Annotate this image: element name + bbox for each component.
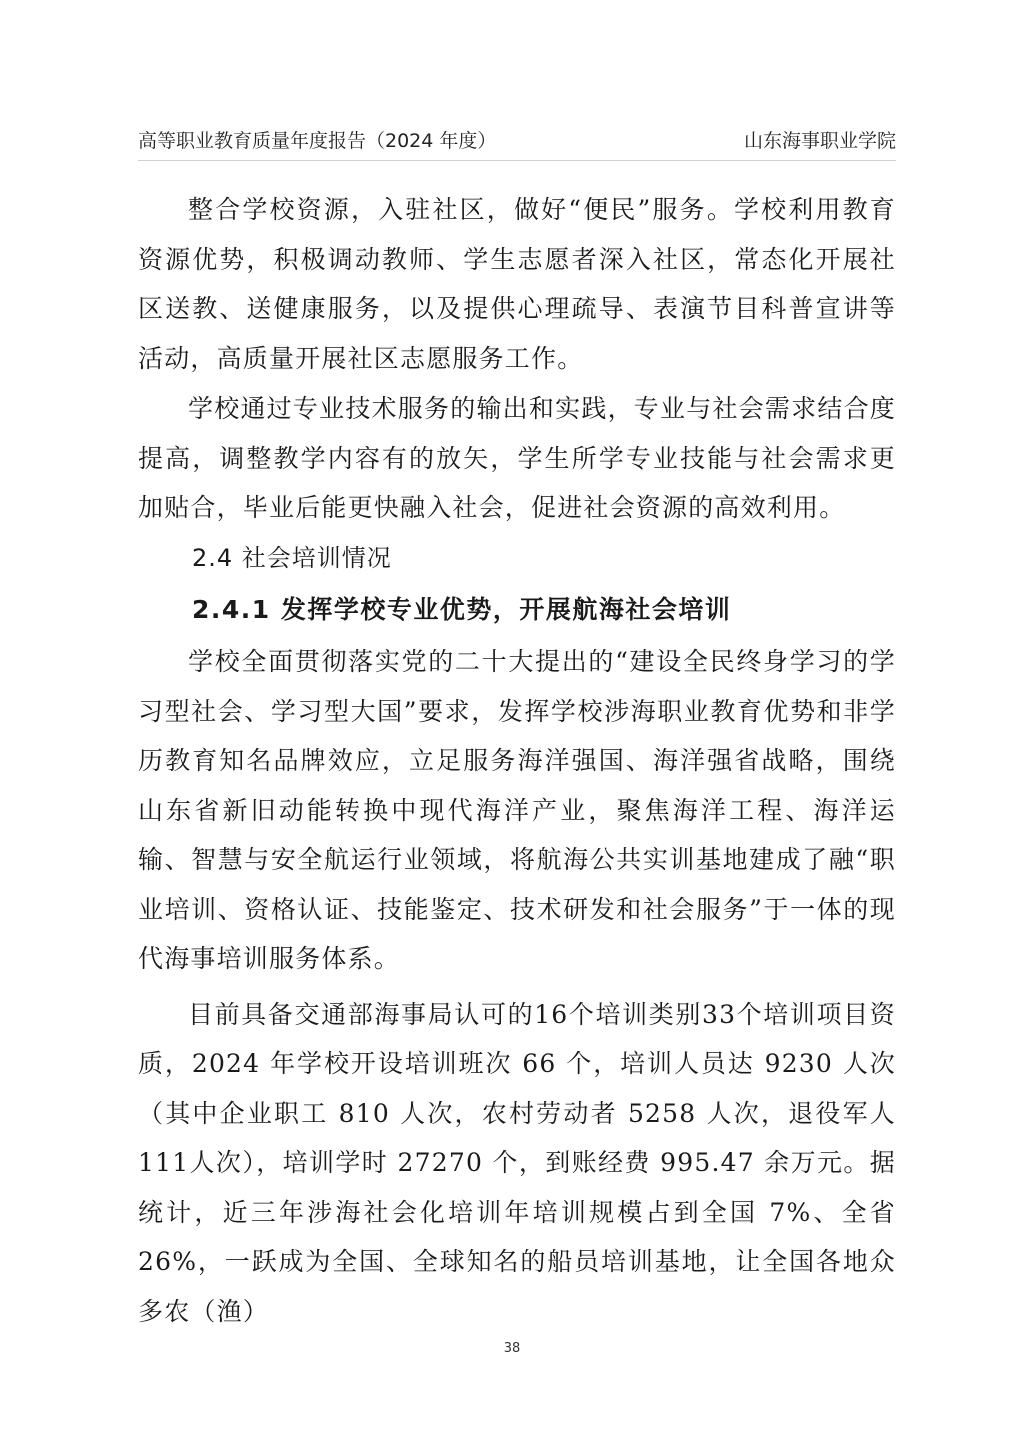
paragraph-technical-service: 学校通过专业技术服务的输出和实践，专业与社会需求结合度提高，调整教学内容有的放矢，学生所学专业技能与社会需求更加贴合，毕业后能更快融入社会，促进社会资源的高效利用。: [138, 394, 896, 522]
header-divider: [138, 160, 896, 161]
report-title: 高等职业教育质量年度报告（2024 年度）: [138, 130, 497, 152]
page-number: 38: [503, 1341, 521, 1356]
institution-name: 山东海事职业学院: [743, 130, 896, 152]
paragraph-maritime-training: 学校全面贯彻落实党的二十大提出的“建设全民终身学习的学习型社会、学习型大国”要求，发挥学校涉海职业教育优势和非学历教育知名品牌效应，立足服务海洋强国、海洋强省战略，围绕山东省新旧动能转换中现代海洋产业，聚焦海洋工程、海洋运输、智慧与安全航运行业领域，将航海公共实训基地建成了融“职业培训、资格认证、技能鉴定、技术研发和社会服务”于一体的现代海事培训服务体系。: [138, 647, 896, 973]
page-body: [138, 185, 896, 1336]
section-heading: 2.4 社会培训情况: [192, 543, 392, 572]
page-header: [138, 122, 896, 156]
paragraph-training-statistics: 目前具备交通部海事局认可的16个培训类别33个培训项目资质，2024 年学校开设培训班次 66 个，培训人员达 9230 人次（其中企业职工 810 人次，农村劳动者 5258 人次，退役军人 111人次），培训学时 27270 个，到账经费 995.47 余万元。据统计，近三年涉海社会化培训年培训规模占到全国 7%、全省 26%，一跃成为全国、全球知名的船员培训基地，让全国各地众多农（渔）: [138, 999, 896, 1326]
paragraph-community-service: 整合学校资源，入驻社区，做好“便民”服务。学校利用教育资源优势，积极调动教师、学生志愿者深入社区，常态化开展社区送教、送健康服务，以及提供心理疏导、表演节目科普宣讲等活动，高质量开展社区志愿服务工作。: [138, 195, 896, 373]
subsection-heading: 2.4.1 发挥学校专业优势，开展航海社会培训: [192, 595, 732, 624]
